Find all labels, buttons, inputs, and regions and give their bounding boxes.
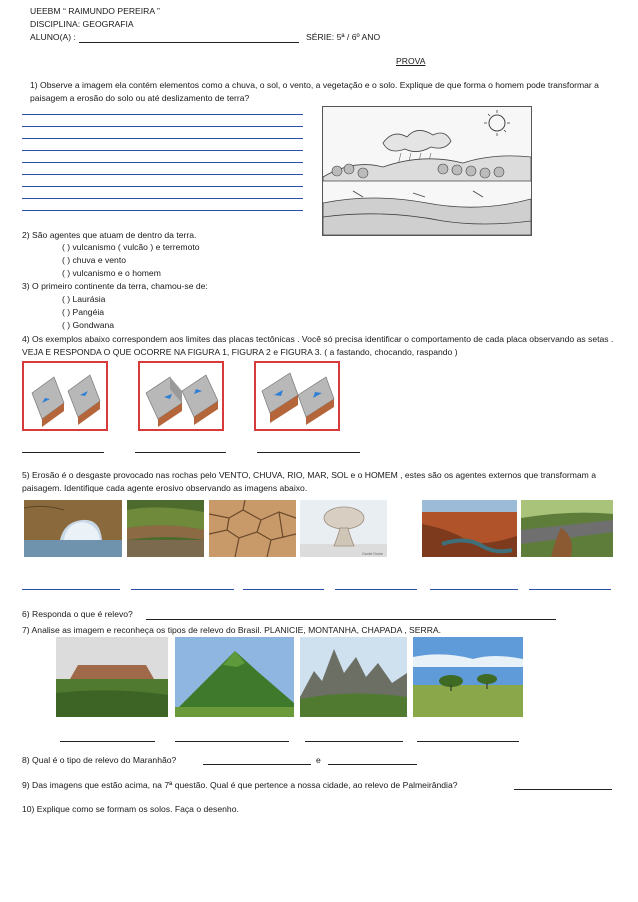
q7-answer-line-4[interactable]: [417, 741, 519, 742]
question-10: 10) Explique como se formam os solos. Faça o desenho.: [22, 804, 239, 814]
question-4: 4) Os exemplos abaixo correspondem aos limites das placas tectônicas . Você só precisa identificar o comportamento de cada placa observando as setas . VEJA E RESPONDA O QUE OCORRE NA FIGURA 1, FIGURA 2 e FIGURA 3. ( a fastando, chocando, raspando ): [22, 334, 614, 357]
q2-option-3[interactable]: ( ) vulcanismo e o homem: [62, 268, 161, 278]
q5-answer-line-5[interactable]: [430, 589, 518, 590]
wind-eroded-rock-image: [300, 500, 387, 557]
plate-figure-2: [138, 361, 224, 431]
q2-option-1[interactable]: ( ) vulcanismo ( vulcão ) e terremoto: [62, 242, 200, 252]
q7-answer-line-2[interactable]: [175, 741, 289, 742]
q4-answer-line-3[interactable]: [257, 452, 360, 453]
q5-answer-line-4[interactable]: [335, 589, 417, 590]
q3-option-2[interactable]: ( ) Pangéia: [62, 307, 105, 317]
question-5: 5) Erosão é o desgaste provocado nas rochas pelo VENTO, CHUVA, RIO, MAR, SOL e o HOMEM , estes são os agentes externos que transformam a paisagem. Identifique cada agente erosivo observando as imagens abaixo.: [22, 470, 596, 493]
question-6: 6) Responda o que é relevo?: [22, 609, 133, 619]
canyon-river-image: [422, 500, 517, 557]
discipline: DISCIPLINA: GEOGRAFIA: [30, 19, 134, 29]
plain-planicie-image: [413, 637, 523, 717]
plate-figure-3: [254, 361, 340, 431]
image-caption: Daniel Grohe: [362, 552, 383, 556]
river-bank-erosion-image: [127, 500, 204, 557]
q4-answer-line-2[interactable]: [135, 452, 226, 453]
question-9: 9) Das imagens que estão acima, na 7ª questão. Qual é que pertence a nossa cidade, ao relevo de Palmeirândia?: [22, 780, 458, 790]
landscape-erosion-drawing: [322, 106, 532, 236]
plate-figure-1: [22, 361, 108, 431]
student-label: ALUNO(A) :: [30, 32, 76, 42]
q8-answer-line-1[interactable]: [203, 764, 311, 765]
serra-mountain-range-image: [300, 637, 407, 717]
student-name-line[interactable]: [79, 42, 299, 43]
q3-option-3[interactable]: ( ) Gondwana: [62, 320, 115, 330]
question-1: 1) Observe a imagem ela contém elementos como a chuva, o sol, o vento, a vegetação e o solo. Explique de que forma o homem pode transformar a paisagem a erosão do solo ou até deslizamento de terra?: [30, 80, 599, 103]
q6-answer-line[interactable]: [146, 619, 556, 620]
q8-and: e: [316, 755, 321, 765]
page-title: PROVA: [396, 56, 426, 66]
q5-answer-line-1[interactable]: [22, 589, 120, 590]
mountain-image: [175, 637, 294, 717]
grade-label: SÉRIE: 5ª / 6º ANO: [306, 32, 381, 42]
q9-answer-line[interactable]: [514, 789, 612, 790]
dry-cracked-soil-image: [209, 500, 296, 557]
plateau-chapada-image: [56, 637, 168, 717]
q3-option-1[interactable]: ( ) Laurásia: [62, 294, 106, 304]
sea-arch-erosion-image: [24, 500, 122, 557]
question-3: 3) O primeiro continente da terra, chamou-se de:: [22, 281, 208, 291]
q5-answer-line-2[interactable]: [131, 589, 234, 590]
question-8: 8) Qual é o tipo de relevo do Maranhão?: [22, 755, 177, 765]
q5-answer-line-6[interactable]: [529, 589, 611, 590]
q4-answer-line-1[interactable]: [22, 452, 104, 453]
q2-option-2[interactable]: ( ) chuva e vento: [62, 255, 127, 265]
q7-answer-line-3[interactable]: [305, 741, 403, 742]
q7-answer-line-1[interactable]: [60, 741, 155, 742]
collapsed-road-image: [521, 500, 613, 557]
question-7: 7) Analise as imagem e reconheça os tipos de relevo do Brasil. PLANICIE, MONTANHA, CHAPADA , SERRA.: [22, 625, 442, 635]
question-2: 2) São agentes que atuam de dentro da terra.: [22, 230, 197, 240]
q8-answer-line-2[interactable]: [328, 764, 417, 765]
q5-answer-line-3[interactable]: [243, 589, 324, 590]
school-name: UEEBM “ RAIMUNDO PEREIRA ”: [30, 6, 160, 16]
